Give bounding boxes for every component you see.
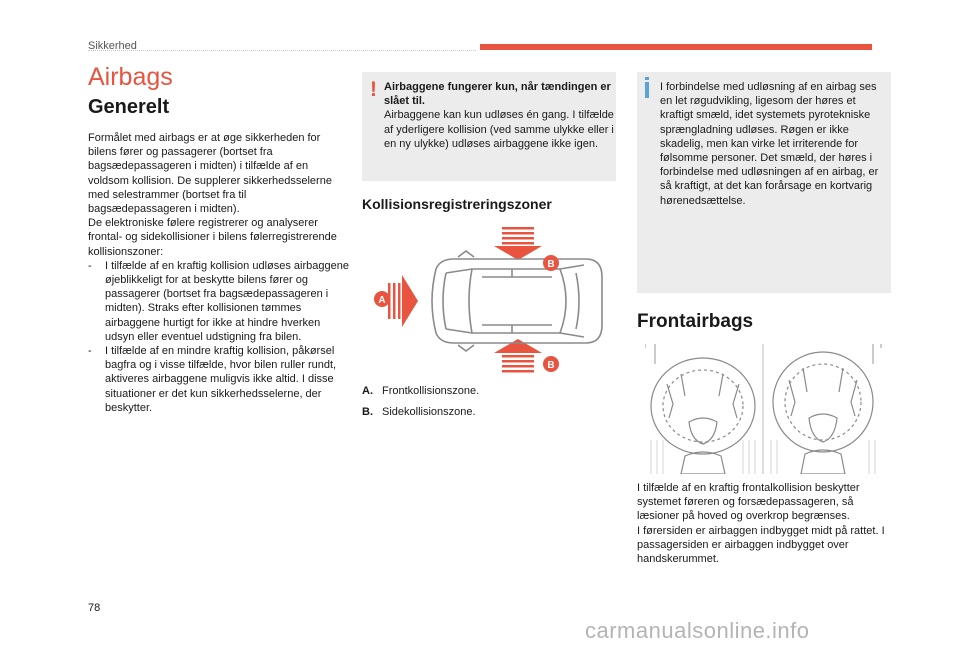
svg-text:A: A — [378, 295, 386, 306]
generelt-intro: Formålet med airbags er at øge sikkerheden for bilens fører og passagerer (bortset fra bagsædepassageren i midten) i tilfælde af en voldsom kollision. De supplerer sikkerhedsselerne med selestrammer (bortset fra til bagsædepassageren i midten). — [88, 132, 332, 216]
warning-text — [384, 80, 614, 151]
info-text: I forbindelse med udløsning af en airbag ses en let røgudvikling, ligesom der høres et kraftigt smæld, idet systemets pyrotekniske sprængladning udløses. Røgen er ikke skadelig, men kan virke let irriterende for følsomme personer. Det smæld, der høres i forbindelse med udløsningen af en airbag, er så kraftigt, at det kan forårsage en kortvarig hørenedsættelse. — [660, 81, 879, 207]
list-item: - I tilfælde af en mindre kraftig kollision, påkørsel bagfra og i visse tilfælde, hvor bilen ruller rundt, aktiveres airbaggene muligvis ikke altid. I disse situationer er det kun sikkerhedsselerne, der beskytter. — [88, 345, 337, 414]
side-impact-arrow-bottom — [494, 339, 542, 373]
legend-item: A. Frontkollisionszone. — [362, 385, 480, 397]
generelt-body — [88, 131, 350, 415]
page-number: 78 — [88, 602, 101, 614]
frontairbags-para2: I førersiden er airbaggen indbygget midt på rattet. I passagersiden er airbaggen indbygget over handskerummet. — [637, 524, 885, 566]
page-title: Airbags — [88, 63, 173, 91]
header-accent-bar — [480, 44, 872, 50]
heading-frontairbags: Frontairbags — [637, 311, 754, 332]
svg-text:B: B — [547, 259, 555, 270]
zone-legend — [362, 384, 479, 426]
list-item: - I tilfælde af en kraftig kollision udløses airbaggene øjeblikkeligt for at beskytte bilens fører og passagerer (bortset fra bagsædepassageren i midten). Straks efter kollisionen tømmes airbaggene hurtigt for ikke at hindre hverken udsyn eller eventuel udstigning fra bilen. — [88, 259, 349, 343]
passenger-airbag — [773, 352, 873, 474]
svg-text:B: B — [547, 360, 555, 371]
warning-body: Airbaggene kan kun udløses én gang. I tilfælde af yderligere kollision (ved samme ulykke eller i en ny ulykke) udløses airbaggene ikke igen. — [384, 109, 614, 150]
driver-airbag — [651, 358, 755, 474]
legend-item: B. Sidekollisionszone. — [362, 406, 476, 419]
generelt-para2: De elektroniske følere registrerer og analyserer frontal- og sidekollisioner i bilens følerregistrerende kollisionszoner: — [88, 217, 337, 258]
watermark: carmanualsonline.info — [585, 618, 810, 643]
section-label: Sikkerhed — [88, 40, 137, 52]
frontairbags-body — [637, 481, 893, 566]
header-divider — [88, 50, 476, 51]
info-icon — [645, 82, 649, 98]
front-impact-arrow — [388, 275, 418, 327]
car-top-view — [432, 251, 602, 351]
warning-bold: Airbaggene fungerer kun, når tændingen er slået til. — [384, 81, 611, 108]
zone-label-b-bottom — [543, 356, 559, 372]
heading-generelt: Generelt — [88, 96, 170, 118]
zone-label-b-top — [543, 255, 559, 271]
collision-zones-diagram — [362, 225, 616, 375]
frontairbag-illustration — [645, 344, 883, 474]
warning-icon: ! — [370, 78, 377, 101]
info-icon-dot — [645, 77, 649, 80]
side-impact-arrow-top — [494, 227, 542, 260]
frontairbags-para1: I tilfælde af en kraftig frontalkollision beskytter systemet føreren og forsædepassageren, så læsioner på hoved og overkrop begrænses. — [637, 482, 860, 523]
zone-label-a — [374, 291, 390, 307]
heading-kollisionszoner: Kollisionsregistreringszoner — [362, 196, 552, 212]
